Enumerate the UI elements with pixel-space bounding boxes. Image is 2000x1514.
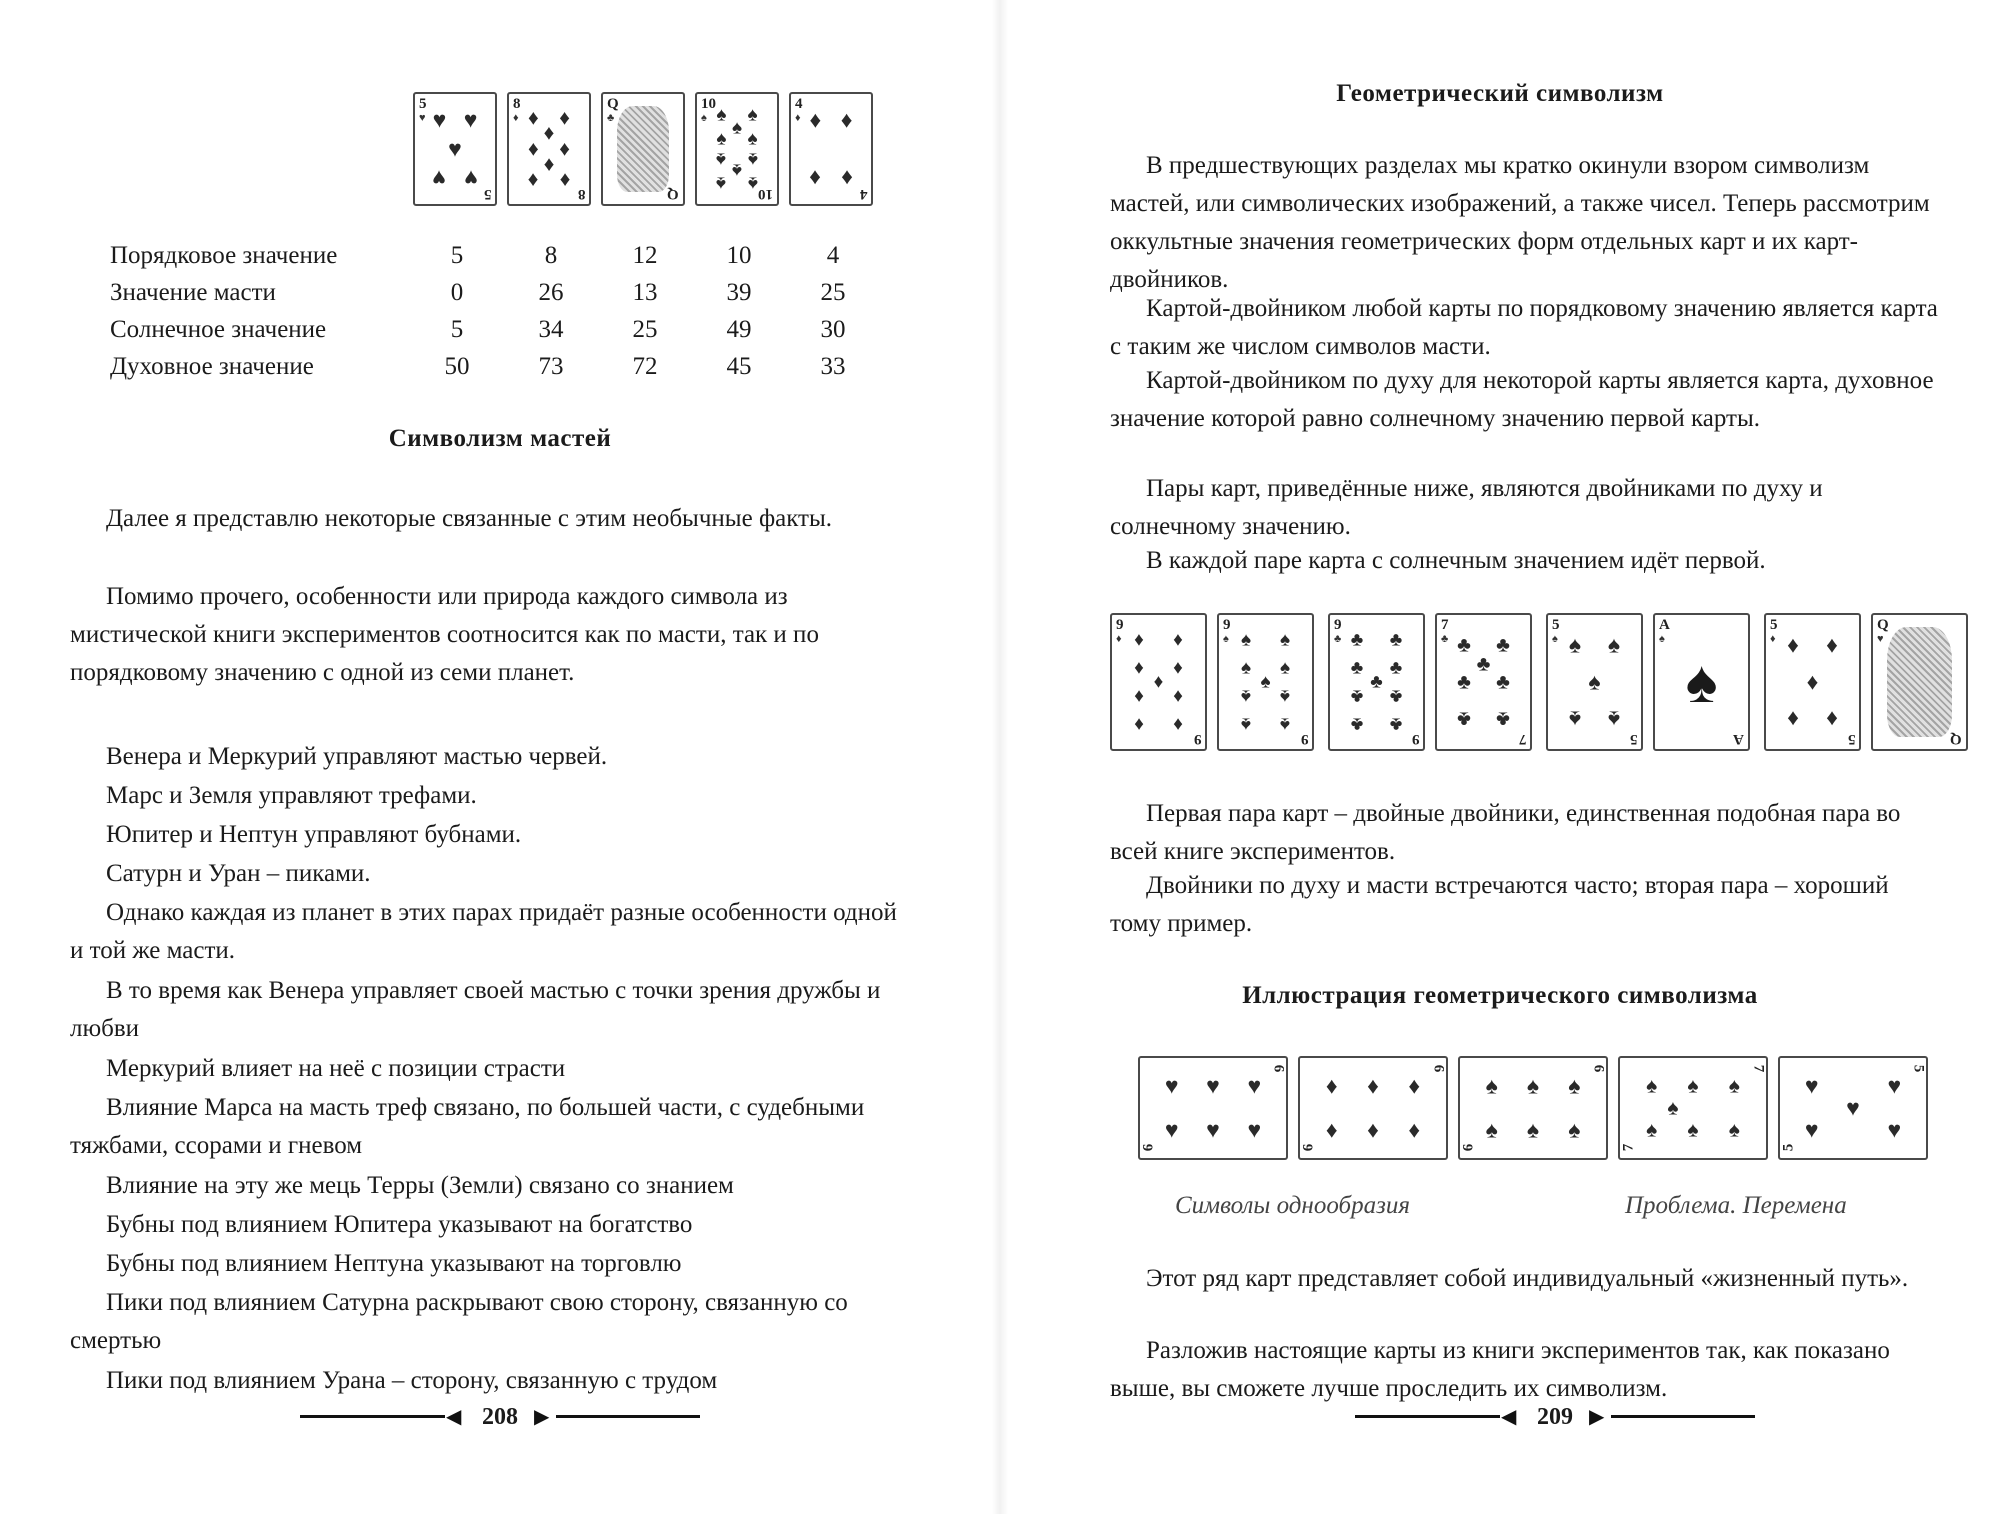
suit-pip-icon: ♠ [1485,1073,1498,1099]
paragraph-pairs: Пары карт, приведённые ниже, являются двойниками по духу и солнечному значению. [1110,475,1823,540]
line-terra: Влияние на эту же мець Терры (Земли) связано со знанием [106,1172,734,1199]
line-venus: В то время как Венера управляет своей мастью с точки зрения дружбы и любви [70,977,881,1042]
suit-pip-icon: ♠ [1260,671,1271,693]
suit-pip-icon: ♥ [432,107,447,133]
values-cell: 73 [538,352,564,380]
card-7-spades [1618,1056,1768,1160]
suit-pip-icon: ♠ [1279,713,1291,735]
suit-pip-icon: ♥ [463,107,478,133]
card-rank-top: 5 [1552,617,1560,633]
suit-pip-icon: ♦ [809,107,822,133]
card-values-table [110,237,880,385]
card-rank-top: Q [1877,617,1889,633]
card-rank-bottom: 9 [1193,731,1201,747]
paragraph-preceding: В предшествующих разделах мы кратко окинули взором символизм мастей, или символических изображений, а также чисел. Теперь рассмотрим оккультные значения геометрических форм отдельных карт и их карт-двойников. [1110,152,1930,293]
suit-pip-icon: ♣ [1496,632,1510,657]
line-mars: Влияние Марса на масть треф связано, по большей части, с судебными тяжбами, ссорами и гневом [70,1094,865,1159]
suit-pip-icon: ♠ [1240,629,1252,651]
values-cell: 10 [726,241,752,269]
card-corner-suit-icon: ♦ [795,112,801,124]
paragraph-double-twins: Первая пара карт – двойные двойники, единственная подобная пара во всей книге экспериментов. [1110,800,1901,865]
card-pips [1314,1072,1432,1144]
values-table-row [110,311,880,348]
card-rank-top: 4 [795,96,803,112]
ace-spade-icon: ♠ [1685,649,1718,715]
card-rank-bottom: 6 [1460,1143,1477,1152]
court-figure-illustration [1887,627,1952,737]
card-9-clubs [1328,613,1425,751]
card-4-diamonds [789,92,873,206]
suit-pip-icon: ♠ [1240,657,1252,679]
suit-pip-icon: ♥ [1804,1117,1819,1143]
values-cell: 72 [632,352,658,380]
suit-pip-icon: ♥ [1247,1117,1262,1143]
suit-pip-icon: ♦ [1134,713,1144,735]
card-rank-bottom: 9 [1411,731,1419,747]
suit-pip-icon: ♦ [1787,632,1799,658]
card-10-spades [695,92,779,206]
card-rank-bottom: 5 [1629,731,1637,747]
suit-pip-icon: ♠ [731,117,743,139]
card-corner-suit-icon: ♣ [1334,633,1342,645]
suit-pip-icon: ♦ [1408,1117,1421,1143]
suit-pip-icon: ♠ [747,148,758,170]
values-cell: 30 [820,315,846,343]
values-cell: 26 [538,278,564,306]
card-pips [1474,1072,1592,1144]
suit-pip-icon: ♦ [1787,706,1799,732]
suit-pip-icon: ♦ [1173,657,1183,679]
line-mars-earth: Марс и Земля управляют трефами. [106,782,477,809]
suit-pip-icon: ♦ [1134,685,1144,707]
card-rank-bottom: 5 [1780,1143,1797,1152]
suit-pip-icon: ♠ [716,104,727,126]
values-cell: 50 [444,352,470,380]
paragraph-lay-out: Разложив настоящие карты из книги экспериментов так, как показано выше, вы сможете лучше проследить их символизм. [1110,1337,1890,1402]
values-cell: 12 [632,241,658,269]
suit-pip-icon: ♣ [1496,669,1510,694]
paragraph-planets: Помимо прочего, особенности или природа каждого символа из мистической книги экспериментов соотносится как по масти, так и по порядковому значению с одной из семи планет. [70,583,819,686]
suit-pip-icon: ♦ [1806,669,1819,695]
paragraph-life-path: Этот ряд карт представляет собой индивидуальный «жизненный путь». [1146,1265,1909,1292]
suit-pip-icon: ♣ [1350,629,1364,651]
suit-pip-icon: ♠ [716,148,727,170]
card-rank-bottom: Q [667,186,679,202]
suit-pip-icon: ♠ [716,128,727,150]
suit-pip-icon: ♠ [1279,657,1291,679]
card-queen-hearts [1871,613,1968,751]
suit-pip-icon: ♥ [1247,1073,1262,1099]
card-rank-top: 9 [1334,617,1342,633]
values-cell: 4 [826,241,840,269]
page-number-left: ◀ 208 ▶ [300,1402,700,1432]
page-number-208: 208 [482,1404,518,1430]
page-number-right: ◀ 209 ▶ [1355,1402,1755,1432]
card-pips [1154,1072,1272,1144]
values-cell: 5 [450,241,464,269]
line-venus-mercury: Венера и Меркурий управляют мастью червей. [106,743,608,770]
suit-pip-icon: ♠ [1728,1073,1740,1098]
suit-pip-icon: ♥ [432,165,447,191]
card-rank-bottom: 4 [859,186,867,202]
line-saturn: Пики под влиянием Сатурна раскрывают свою сторону, связанную со смертью [70,1289,848,1354]
card-pips [523,105,575,193]
card-pips [1126,629,1191,735]
card-corner-suit-icon: ♦ [513,112,519,124]
court-figure-illustration [617,106,669,192]
card-8-diamonds [507,92,591,206]
card-corner-suit-icon: ♠ [1552,633,1558,645]
card-pips [1794,1072,1912,1144]
suit-pip-icon: ♥ [1887,1117,1902,1143]
suit-pip-icon: ♠ [1279,685,1291,707]
suit-pip-icon: ♣ [1350,685,1364,707]
values-table-row [110,348,880,385]
suit-pip-icon: ♣ [1457,707,1471,732]
suit-pip-icon: ♠ [1646,1117,1658,1142]
suit-pip-icon: ♠ [1526,1073,1540,1099]
card-9-diamonds [1110,613,1207,751]
card-5-diamonds [1764,613,1861,751]
card-queen-clubs [601,92,685,206]
card-rank-bottom: 9 [1300,731,1308,747]
suit-pip-icon: ♥ [1804,1073,1819,1099]
card-corner-suit-icon: ♦ [1116,633,1122,645]
card-7-clubs [1435,613,1532,751]
card-6-hearts [1138,1056,1288,1160]
card-5-hearts-horizontal [1778,1056,1928,1160]
suit-pip-icon: ♣ [1476,651,1491,676]
suit-pip-icon: ♠ [1646,1073,1658,1098]
card-corner-suit-icon: ♠ [1659,633,1665,645]
card-rank-top: 10 [701,96,716,112]
line-mercury: Меркурий влияет на неё с позиции страсти [106,1055,566,1082]
card-pips [1344,629,1409,735]
suit-pip-icon: ♦ [559,105,570,130]
values-cell: 45 [726,352,752,380]
suit-pip-icon: ♥ [1887,1073,1902,1099]
suit-pip-icon: ♥ [463,165,478,191]
values-table-row [110,274,880,311]
values-cell: 39 [726,278,752,306]
card-rank-bottom: 5 [1847,731,1855,747]
suit-pip-icon: ♦ [840,165,853,191]
suit-pip-icon: ♠ [1526,1117,1540,1143]
line-however: Однако каждая из планет в этих парах придаёт разные особенности одной и той же масти. [70,899,897,964]
illustration-card-row [1138,1056,1928,1160]
suit-pip-icon: ♦ [1367,1073,1379,1099]
card-rank-bottom: 7 [1518,731,1526,747]
suit-pip-icon: ♠ [1588,669,1601,695]
values-cell: 0 [450,278,464,306]
suit-pip-icon: ♦ [1134,657,1144,679]
suit-pip-icon: ♣ [1350,713,1364,735]
suit-pip-icon: ♠ [1687,1073,1699,1098]
card-5-spades [1546,613,1643,751]
card-rank-bottom: Q [1950,731,1962,747]
values-cell: 49 [726,315,752,343]
suit-pip-icon: ♠ [1240,713,1252,735]
suit-pip-icon: ♦ [1325,1117,1338,1143]
card-pips [1780,629,1845,735]
suit-pip-icon: ♥ [1164,1117,1179,1143]
values-cell: 5 [450,315,464,343]
card-rank-bottom: 5 [483,186,491,202]
values-cell: 34 [538,315,564,343]
paragraph-spirit-twins: Двойники по духу и масти встречаются часто; вторая пара – хороший тому пример. [1110,872,1889,937]
card-rank-top: 8 [513,96,521,112]
suit-pip-icon: ♦ [840,107,853,133]
paragraph-solar-first: В каждой паре карта с солнечным значением идёт первой. [1146,547,1766,574]
card-rank-top: 5 [419,96,427,112]
values-row-label: Солнечное значение [110,315,327,343]
suit-pip-icon: ♠ [1568,1073,1581,1099]
suit-pip-icon: ♦ [543,153,555,178]
card-rank-top: 6 [1269,1064,1286,1073]
suit-pip-icon: ♦ [809,165,822,191]
card-pips [1451,629,1516,735]
suit-pip-icon: ♠ [1687,1117,1699,1142]
suit-pip-icon: ♠ [1568,632,1582,658]
suit-pip-icon: ♦ [559,136,570,161]
card-6-diamonds [1298,1056,1448,1160]
values-cell: 8 [544,241,558,269]
suit-pip-icon: ♣ [1457,632,1471,657]
heading-geometric-symbolism: Геометрический символизм [1336,80,1664,107]
suit-pip-icon: ♠ [1568,1117,1581,1143]
card-pips [1562,629,1627,735]
top-card-row [413,92,873,206]
suit-pip-icon: ♠ [1279,629,1291,651]
caption-problem-change: Проблема. Перемена [1625,1192,1847,1219]
suit-pip-icon: ♠ [1485,1117,1498,1143]
suit-pip-icon: ♠ [1667,1095,1679,1120]
paragraph-facts: Далее я представлю некоторые связанные с этим необычные факты. [106,505,833,532]
card-rank-bottom: A [1733,731,1744,747]
suit-pip-icon: ♦ [559,168,570,193]
suit-pip-icon: ♥ [1206,1073,1220,1099]
card-rank-top: 5 [1770,617,1778,633]
card-rank-top: 9 [1116,617,1124,633]
line-uranus: Пики под влиянием Урана – сторону, связанную с трудом [106,1367,718,1394]
suit-pip-icon: ♦ [528,105,539,130]
card-rank-bottom: 10 [758,186,773,202]
line-neptune: Бубны под влиянием Нептуна указывают на торговлю [106,1250,682,1277]
values-row-label: Порядковое значение [110,241,338,269]
card-rank-top: A [1659,617,1670,633]
card-corner-suit-icon: ♥ [419,112,426,124]
suit-pip-icon: ♠ [747,104,758,126]
pair-card-row [1110,613,1968,751]
heading-suit-symbolism: Символизм мастей [388,425,612,452]
suit-pip-icon: ♦ [1826,706,1838,732]
card-ace-spades [1653,613,1750,751]
line-saturn-uranus: Сатурн и Уран – пиками. [106,860,371,887]
values-cell: 25 [632,315,658,343]
paragraph-twin-spirit: Картой-двойником по духу для некоторой карты является карта, духовное значение которой равно солнечному значению первой карты. [1110,367,1934,432]
suit-pip-icon: ♣ [1389,713,1403,735]
suit-pip-icon: ♥ [1846,1095,1860,1121]
card-rank-top: 7 [1749,1064,1766,1073]
line-jupiter-neptune: Юпитер и Нептун управляют бубнами. [106,821,522,848]
values-cell: 25 [820,278,846,306]
card-pips [1634,1072,1752,1144]
suit-pip-icon: ♦ [528,136,539,161]
suit-pip-icon: ♣ [1496,707,1510,732]
suit-pip-icon: ♣ [1350,657,1364,679]
card-rank-bottom: 6 [1300,1143,1317,1152]
suit-pip-icon: ♠ [1728,1117,1740,1142]
heading-illustration: Иллюстрация геометрического символизма [1242,982,1758,1009]
card-corner-suit-icon: ♠ [1223,633,1229,645]
suit-pip-icon: ♠ [1240,685,1252,707]
suit-pip-icon: ♠ [731,159,743,181]
card-6-spades [1458,1056,1608,1160]
card-rank-top: 7 [1441,617,1449,633]
values-cell: 13 [632,278,658,306]
suit-pip-icon: ♥ [1206,1117,1220,1143]
suit-pip-icon: ♣ [1389,657,1403,679]
card-corner-suit-icon: ♦ [1770,633,1776,645]
card-pips [805,108,857,190]
card-corner-suit-icon: ♠ [701,112,707,124]
card-rank-bottom: 6 [1140,1143,1157,1152]
suit-pip-icon: ♦ [1325,1073,1338,1099]
suit-pip-icon: ♦ [1367,1117,1379,1143]
card-pips [1233,629,1298,735]
card-rank-top: 5 [1909,1064,1926,1073]
suit-pip-icon: ♦ [1173,629,1183,651]
suit-pip-icon: ♣ [1370,671,1383,693]
suit-pip-icon: ♣ [1389,629,1403,651]
suit-pip-icon: ♦ [543,120,555,145]
card-rank-top: Q [607,96,619,112]
suit-pip-icon: ♦ [1173,713,1183,735]
card-rank-bottom: 7 [1620,1143,1637,1152]
values-cell: 33 [820,352,846,380]
paragraph-twin-ordinal: Картой-двойником любой карты по порядковому значению является карта с таким же числом символов масти. [1110,295,1938,360]
card-corner-suit-icon: ♣ [1441,633,1449,645]
suit-pip-icon: ♦ [1826,632,1838,658]
card-pips [429,108,481,190]
caption-uniformity: Символы однообразия [1175,1192,1410,1219]
right-page [1000,0,2000,1514]
suit-pip-icon: ♦ [1408,1073,1421,1099]
suit-pip-icon: ♠ [1607,706,1621,732]
suit-pip-icon: ♠ [1568,706,1582,732]
card-rank-top: 6 [1429,1064,1446,1073]
suit-pip-icon: ♦ [1173,685,1183,707]
suit-pip-icon: ♥ [448,136,462,162]
page-number-209: 209 [1537,1404,1573,1430]
suit-pip-icon: ♥ [1164,1073,1179,1099]
card-rank-bottom: 8 [577,186,585,202]
card-5-hearts [413,92,497,206]
suit-pip-icon: ♦ [1153,671,1164,693]
values-row-label: Значение масти [110,278,276,306]
card-corner-suit-icon: ♥ [1877,633,1884,645]
card-corner-suit-icon: ♣ [607,112,615,124]
suit-pip-icon: ♣ [1389,685,1403,707]
suit-pip-icon: ♦ [1134,629,1144,651]
card-pips [711,104,763,194]
suit-pip-icon: ♦ [528,168,539,193]
suit-pip-icon: ♠ [747,128,758,150]
suit-pip-icon: ♣ [1457,669,1471,694]
values-table-row [110,237,880,274]
line-jupiter: Бубны под влиянием Юпитера указывают на богатство [106,1211,693,1238]
suit-pip-icon: ♠ [716,172,727,194]
suit-pip-icon: ♠ [1607,632,1621,658]
card-rank-top: 6 [1589,1064,1606,1073]
card-9-spades [1217,613,1314,751]
suit-pip-icon: ♠ [747,172,758,194]
values-row-label: Духовное значение [110,352,314,380]
card-rank-top: 9 [1223,617,1231,633]
